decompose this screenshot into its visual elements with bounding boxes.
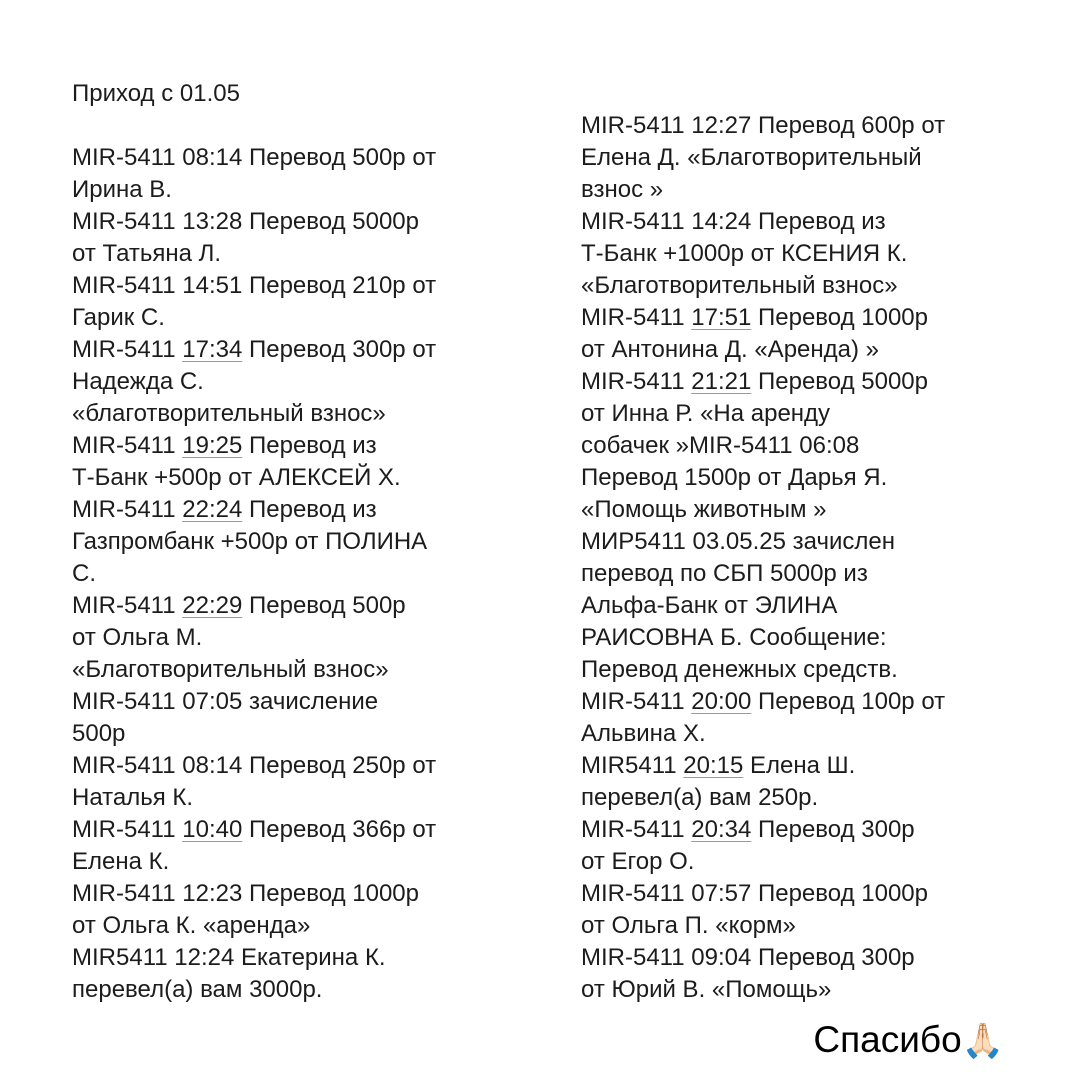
line-text: «Благотворительный взнос»	[72, 656, 389, 683]
right-line	[581, 142, 945, 174]
right-line	[581, 334, 945, 366]
line-text: от Антонина Д. «Аренда) »	[581, 336, 879, 363]
right-line	[581, 398, 945, 430]
line-text: Перевод 5000р	[751, 368, 928, 395]
left-line	[72, 846, 436, 878]
thanks-text: Спасибо	[813, 1019, 962, 1060]
right-line	[581, 942, 945, 974]
left-line	[72, 398, 436, 430]
line-text: MIR-5411 07:05 зачисление	[72, 688, 379, 715]
line-text: Елена Д. «Благотворительный	[581, 144, 922, 171]
left-line	[72, 366, 436, 398]
line-text: Т-Банк +1000р от КСЕНИЯ К.	[581, 240, 908, 267]
right-line	[581, 430, 945, 462]
time-link[interactable]: 21:21	[691, 368, 752, 395]
right-line	[581, 654, 945, 686]
right-line	[581, 110, 945, 142]
line-text: 500р	[72, 720, 126, 747]
time-link[interactable]: 10:40	[182, 816, 243, 843]
right-transactions	[581, 110, 945, 1006]
left-line	[72, 910, 436, 942]
line-text: MIR-5411 14:24 Перевод из	[581, 208, 886, 235]
line-text: Перевод 1000р	[751, 304, 928, 331]
line-text: Перевод из	[242, 432, 377, 459]
line-text: MIR-5411 14:51 Перевод 210р от	[72, 272, 437, 299]
left-line	[72, 462, 436, 494]
left-line	[72, 718, 436, 750]
left-line	[72, 750, 436, 782]
line-text: «благотворительный взнос»	[72, 400, 386, 427]
line-text: Альфа-Банк от ЭЛИНА	[581, 592, 838, 619]
left-line	[72, 558, 436, 590]
left-line	[72, 270, 436, 302]
line-text: Перевод 366р от	[242, 816, 437, 843]
line-text: MIR-5411 08:14 Перевод 500р от	[72, 144, 437, 171]
line-text: MIR-5411	[72, 816, 183, 843]
right-line	[581, 782, 945, 814]
line-text: перевод по СБП 5000р из	[581, 560, 868, 587]
line-text: от Татьяна Л.	[72, 240, 222, 267]
right-line	[581, 302, 945, 334]
line-text: Перевод денежных средств.	[581, 656, 898, 683]
line-text: MIR-5411	[581, 304, 692, 331]
line-text: от Юрий В. «Помощь»	[581, 976, 832, 1003]
line-text: Перевод 100р от	[751, 688, 946, 715]
line-text: Гарик С.	[72, 304, 165, 331]
line-text: MIR-5411	[72, 336, 183, 363]
line-text: Т-Банк +500р от АЛЕКСЕЙ Х.	[72, 464, 401, 491]
left-line	[72, 174, 436, 206]
left-line	[72, 878, 436, 910]
line-text: перевел(а) вам 250р.	[581, 784, 819, 811]
line-text: MIR-5411 09:04 Перевод 300р	[581, 944, 915, 971]
right-line	[581, 238, 945, 270]
line-text: от Ольга М.	[72, 624, 203, 651]
time-link[interactable]: 17:34	[182, 336, 243, 363]
left-line	[72, 814, 436, 846]
left-line	[72, 142, 436, 174]
line-text: Перевод из	[242, 496, 377, 523]
right-line	[581, 974, 945, 1006]
line-text: Ирина В.	[72, 176, 172, 203]
line-text: Перевод 300р	[751, 816, 915, 843]
line-text: РАИСОВНА Б. Сообщение:	[581, 624, 887, 651]
time-link[interactable]: 22:24	[182, 496, 243, 523]
line-text: перевел(а) вам 3000р.	[72, 976, 323, 1003]
line-text: С.	[72, 560, 96, 587]
right-line	[581, 494, 945, 526]
line-text: собачек »MIR-5411 06:08	[581, 432, 860, 459]
line-text: MIR-5411	[581, 368, 692, 395]
blank-line	[72, 110, 436, 142]
right-line	[581, 174, 945, 206]
time-link[interactable]: 17:51	[691, 304, 752, 331]
line-text: MIR-5411 07:57 Перевод 1000р	[581, 880, 928, 907]
time-link[interactable]: 20:15	[683, 752, 744, 779]
right-line	[581, 750, 945, 782]
line-text: МИР5411 03.05.25 зачислен	[581, 528, 895, 555]
line-text: MIR-5411	[72, 432, 183, 459]
right-line	[581, 686, 945, 718]
line-text: MIR-5411	[581, 688, 692, 715]
time-link[interactable]: 19:25	[182, 432, 243, 459]
left-line	[72, 686, 436, 718]
left-line	[72, 206, 436, 238]
line-text: «Помощь животным »	[581, 496, 827, 523]
left-line	[72, 302, 436, 334]
left-line	[72, 622, 436, 654]
line-text: от Ольга К. «аренда»	[72, 912, 311, 939]
line-text: MIR-5411 12:23 Перевод 1000р	[72, 880, 419, 907]
left-line	[72, 430, 436, 462]
right-line	[581, 846, 945, 878]
left-line	[72, 942, 436, 974]
time-link[interactable]: 22:29	[182, 592, 243, 619]
left-column	[72, 78, 436, 1006]
line-text: MIR-5411	[581, 816, 692, 843]
line-text: Альвина Х.	[581, 720, 706, 747]
line-text: MIR-5411 12:27 Перевод 600р от	[581, 112, 946, 139]
right-line	[581, 718, 945, 750]
left-line	[72, 782, 436, 814]
line-text: Елена К.	[72, 848, 170, 875]
right-line	[581, 590, 945, 622]
time-link[interactable]: 20:00	[691, 688, 752, 715]
right-line	[581, 558, 945, 590]
left-line	[72, 238, 436, 270]
right-line	[581, 270, 945, 302]
line-text: MIR-5411 08:14 Перевод 250р от	[72, 752, 437, 779]
left-line	[72, 974, 436, 1006]
right-line	[581, 462, 945, 494]
line-text: Перевод 300р от	[242, 336, 437, 363]
left-line	[72, 494, 436, 526]
line-text: MIR-5411 13:28 Перевод 5000р	[72, 208, 419, 235]
line-text: MIR-5411	[72, 592, 183, 619]
right-line	[581, 814, 945, 846]
title: Приход с 01.05	[72, 80, 240, 107]
line-text: Елена Ш.	[743, 752, 856, 779]
left-line	[72, 590, 436, 622]
line-text: Перевод 1500р от Дарья Я.	[581, 464, 888, 491]
line-text: Надежда С.	[72, 368, 204, 395]
right-line	[581, 878, 945, 910]
line-text: MIR5411	[581, 752, 684, 779]
line-text: Наталья К.	[72, 784, 194, 811]
left-line	[72, 334, 436, 366]
line-text: MIR5411 12:24 Екатерина К.	[72, 944, 386, 971]
right-line	[581, 366, 945, 398]
right-line	[581, 622, 945, 654]
line-text: «Благотворительный взнос»	[581, 272, 898, 299]
right-column	[581, 110, 945, 1006]
thanks-note	[813, 1016, 1004, 1065]
right-line	[581, 206, 945, 238]
left-line	[72, 654, 436, 686]
left-transactions	[72, 142, 436, 1006]
right-line	[581, 910, 945, 942]
line-text: Перевод 500р	[242, 592, 406, 619]
line-text: от Ольга П. «корм»	[581, 912, 796, 939]
right-line	[581, 526, 945, 558]
line-text: взнос »	[581, 176, 664, 203]
folded-hands-icon: 🙏🏻	[961, 1022, 1004, 1060]
line-text: MIR-5411	[72, 496, 183, 523]
left-line	[72, 526, 436, 558]
line-text: от Егор О.	[581, 848, 695, 875]
line-text: от Инна Р. «На аренду	[581, 400, 831, 427]
line-text: Газпромбанк +500р от ПОЛИНА	[72, 528, 428, 555]
time-link[interactable]: 20:34	[691, 816, 752, 843]
